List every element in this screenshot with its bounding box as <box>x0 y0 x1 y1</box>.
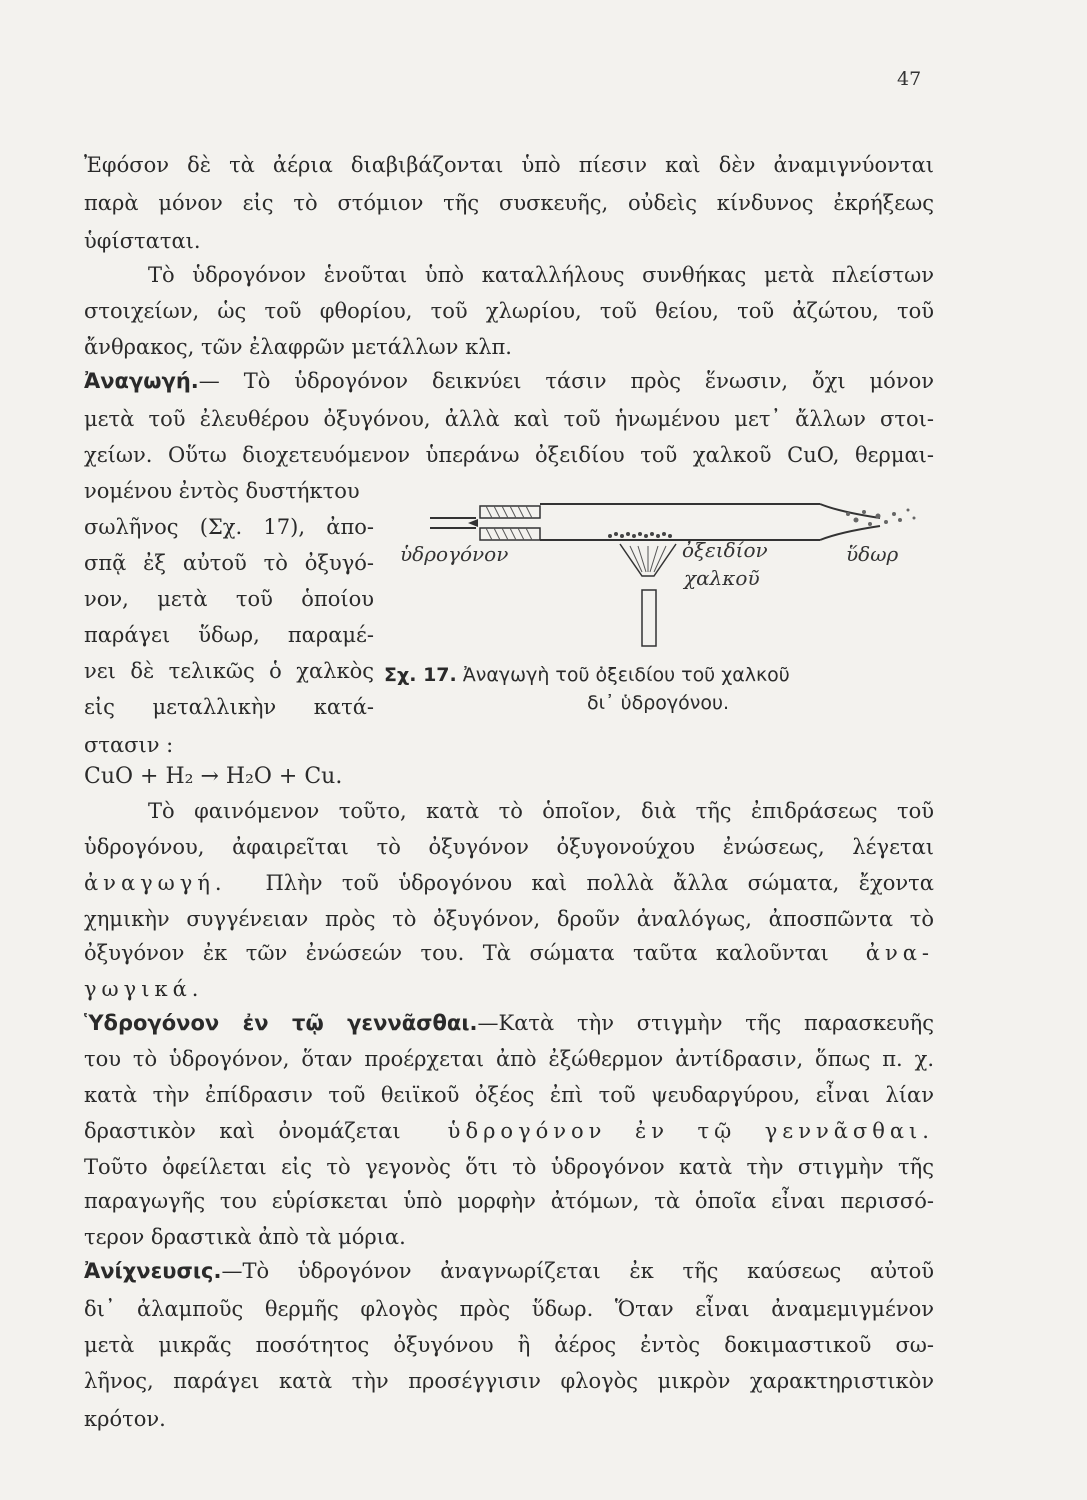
term-reducing-cont: γωγικά. <box>84 977 204 1001</box>
paragraph-text: ὀξυγόνον ἐκ τῶν ἐνώσεών του. Τὰ σώματα ταῦτα καλοῦνται <box>84 941 829 965</box>
paragraph-line: στοιχείων, ὡς τοῦ φθορίου, τοῦ χλωρίου, τοῦ θείου, τοῦ ἀζώτου, τοῦ <box>84 299 934 323</box>
section-text: —Τὸ ὑδρογόνον ἀναγνωρίζεται ἐκ τῆς καύσεως αὐτοῦ <box>221 1259 934 1283</box>
paragraph-line: Τὸ φαινόμενον τοῦτο, κατὰ τὸ ὁποῖον, διὰ τῆς ἐπιδράσεως τοῦ <box>148 799 934 823</box>
figure-label-hydrogen: ὑδρογόνον <box>400 542 509 566</box>
water-droplets <box>846 509 916 527</box>
paragraph-line: παρὰ μόνον εἰς τὸ στόμιον τῆς συσκευῆς, οὐδεὶς κίνδυνος ἐκρήξεως <box>84 191 934 215</box>
paragraph-line: νον, μετὰ τοῦ ὁποίου <box>84 587 374 611</box>
tube-taper-bottom <box>820 526 880 540</box>
paragraph-text: Πλὴν τοῦ ὑδρογόνου καὶ πολλὰ ἄλλα σώματα, ἔχοντα <box>265 871 934 895</box>
paragraph-line: Τὸ ὑδρογόνον ἑνοῦται ὑπὸ καταλλήλους συνθήκας μετὰ πλείστων <box>148 263 934 287</box>
paragraph-line: χείων. Οὕτω διοχετευόμενον ὑπεράνω ὀξειδίου τοῦ χαλκοῦ CuO, θερμαι- <box>84 443 934 467</box>
paragraph-line: ἄνθρακος, τῶν ἐλαφρῶν μετάλλων κλπ. <box>84 335 512 359</box>
paragraph-text: δραστικὸν καὶ ὀνομάζεται <box>84 1119 401 1143</box>
paragraph3-line5 <box>84 938 934 968</box>
paragraph-line: Τοῦτο ὀφείλεται εἰς τὸ γεγονὸς ὅτι τὸ ὑδρογόνον κατὰ τὴν στιγμὴν τῆς <box>84 1155 934 1179</box>
reduction-apparatus-figure <box>380 490 940 650</box>
term-nascent-hydrogen: ὑδρογόνον ἐν τῷ γεννᾶσθαι. <box>447 1119 934 1143</box>
section-text: — Τὸ ὑδρογόνον δεικνύει τάσιν πρὸς ἕνωσιν, ὄχι μόνον <box>198 369 934 393</box>
term-reduction: ἀναγωγή. <box>84 871 227 895</box>
figure-caption <box>384 664 790 686</box>
paragraph-line: σπᾷ ἐξ αὐτοῦ τὸ ὀξυγό- <box>84 551 374 575</box>
figure-caption-number: Σχ. 17. <box>384 664 457 686</box>
paragraph-line: χημικὴν συγγένειαν πρὸς τὸ ὀξυγόνον, δροῦν ἀναλόγως, ἀποσπῶντα τὸ <box>84 907 934 931</box>
section-heading-detection: Ἀνίχνευσις. <box>84 1259 222 1283</box>
figure-label-copper: χαλκοῦ <box>684 566 760 590</box>
term-reducing: ἀνα- <box>865 941 935 965</box>
figure-caption-line2: δι᾽ ὑδρογόνου. <box>587 692 730 714</box>
burner-stem <box>642 590 656 646</box>
section-detection-first-line <box>84 1256 934 1286</box>
paragraph-line: νει δὲ τελικῶς ὁ χαλκὸς <box>84 659 374 683</box>
paragraph-line: μετὰ μικρᾶς ποσότητος ὀξυγόνου ἢ ἀέρος ἐντὸς δοκιμαστικοῦ σω- <box>84 1333 934 1357</box>
page-number: 47 <box>897 68 922 90</box>
paragraph-line: ὑδρογόνου, ἀφαιρεῖται τὸ ὀξυγόνον ὀξυγονούχου ἐνώσεως, λέγεται <box>84 835 934 859</box>
section-heading-nascent: Ὑδρογόνον ἐν τῷ γεννᾶσθαι. <box>84 1011 478 1035</box>
section-text: —Κατὰ τὴν στιγμὴν τῆς παρασκευῆς <box>477 1011 934 1035</box>
paragraph3-line3 <box>84 868 934 898</box>
paragraph-line: σωλῆνος (Σχ. 17), ἀπο- <box>84 515 374 539</box>
paragraph-line: παραγωγῆς του εὑρίσκεται ὑπὸ μορφὴν ἀτόμων, τὰ ὁποῖα εἶναι περισσό- <box>84 1189 934 1213</box>
paragraph-line: κατὰ τὴν ἐπίδρασιν τοῦ θειϊκοῦ ὀξέος ἐπὶ τοῦ ψευδαργύρου, εἶναι λίαν <box>84 1083 934 1107</box>
section-heading-reduction: Ἀναγωγή. <box>84 369 199 393</box>
section-nascent-line4 <box>84 1116 934 1146</box>
paragraph-line: τερον δραστικὰ ἀπὸ τὰ μόρια. <box>84 1225 406 1249</box>
gas-flow-arrow <box>468 519 478 527</box>
paragraph-line: του τὸ ὑδρογόνον, ὅταν προέρχεται ἀπὸ ἐξώθερμον ἀντίδρασιν, ὅπως π. χ. <box>84 1047 934 1071</box>
section-nascent-first-line <box>84 1008 934 1038</box>
paragraph-line: παράγει ὕδωρ, παραμέ- <box>84 623 374 647</box>
figure-caption-text: Ἀναγωγὴ τοῦ ὀξειδίου τοῦ χαλκοῦ <box>462 664 790 686</box>
tube-taper-top <box>820 504 880 518</box>
paragraph-line: Ἐφόσον δὲ τὰ ἀέρια διαβιβάζονται ὑπὸ πίεσιν καὶ δὲν ἀναμιγνύονται <box>84 153 934 177</box>
section-reduction-first-line <box>84 366 934 396</box>
chemical-equation: CuO + H₂ → H₂O + Cu. <box>84 764 343 789</box>
paragraph-line: στασιν : <box>84 733 174 757</box>
copper-oxide-granules <box>608 532 672 538</box>
paragraph-line: ὑφίσταται. <box>84 229 201 253</box>
figure-label-oxide: ὀξειδίον <box>682 538 768 562</box>
paragraph-line: εἰς μεταλλικὴν κατά- <box>84 695 374 719</box>
paragraph-line: μετὰ τοῦ ἐλευθέρου ὀξυγόνου, ἀλλὰ καὶ τοῦ ἡνωμένου μετ᾽ ἄλλων στοι- <box>84 407 934 431</box>
paragraph-line: λῆνος, παράγει κατὰ τὴν προσέγγισιν φλογὸς μικρὸν χαρακτηριστικὸν <box>84 1369 934 1393</box>
figure-label-water: ὕδωρ <box>846 542 899 566</box>
paragraph-line: νομένου ἐντὸς δυστήκτου <box>84 479 360 503</box>
paragraph-line: δι᾽ ἀλαμποῦς θερμῆς φλογὸς πρὸς ὕδωρ. Ὅταν εἶναι ἀναμεμιγμένον <box>84 1297 934 1321</box>
paragraph-line: κρότον. <box>84 1407 166 1431</box>
